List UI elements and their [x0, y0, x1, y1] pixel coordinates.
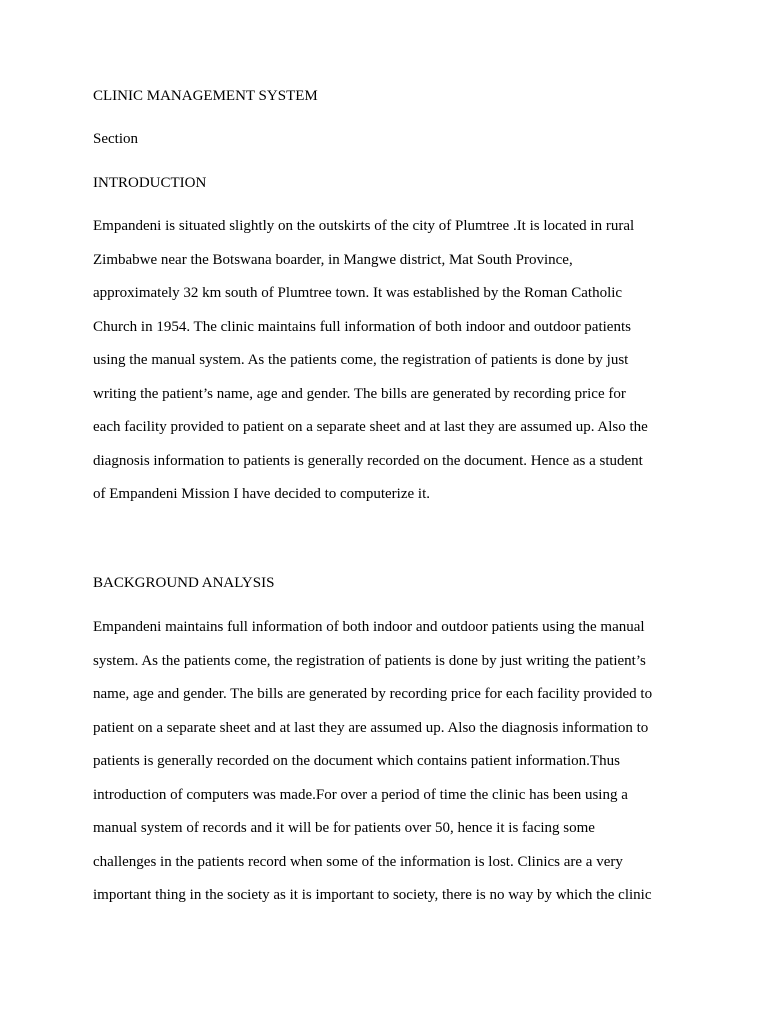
paragraph-line: system. As the patients come, the registration of patients is done by just writing the patient’s: [93, 653, 646, 669]
paragraph-line: Church in 1954. The clinic maintains full information of both indoor and outdoor patients: [93, 319, 631, 335]
paragraph-line: Empandeni maintains full information of both indoor and outdoor patients using the manual: [93, 619, 645, 635]
paragraph-line: manual system of records and it will be for patients over 50, hence it is facing some: [93, 820, 595, 836]
paragraph-line: important thing in the society as it is important to society, there is no way by which the clinic: [93, 887, 652, 903]
paragraph-line: introduction of computers was made.For over a period of time the clinic has been using a: [93, 787, 628, 803]
paragraph-line: of Empandeni Mission I have decided to computerize it.: [93, 486, 430, 502]
paragraph-line: writing the patient’s name, age and gender. The bills are generated by recording price for: [93, 386, 626, 402]
document-title: CLINIC MANAGEMENT SYSTEM: [93, 88, 318, 104]
paragraph-line: diagnosis information to patients is generally recorded on the document. Hence as a student: [93, 453, 643, 469]
introduction-heading: INTRODUCTION: [93, 175, 207, 191]
paragraph-line: Empandeni is situated slightly on the outskirts of the city of Plumtree .It is located in rural: [93, 218, 635, 234]
paragraph-line: name, age and gender. The bills are generated by recording price for each facility provided to: [93, 686, 653, 702]
paragraph-line: approximately 32 km south of Plumtree town. It was established by the Roman Catholic: [93, 285, 623, 301]
paragraph-line: patient on a separate sheet and at last they are assumed up. Also the diagnosis information to: [93, 720, 649, 736]
section-label: Section: [93, 131, 138, 147]
paragraph-line: Zimbabwe near the Botswana boarder, in Mangwe district, Mat South Province,: [93, 252, 573, 268]
background-heading: BACKGROUND ANALYSIS: [93, 575, 275, 591]
paragraph-line: using the manual system. As the patients come, the registration of patients is done by just: [93, 352, 629, 368]
paragraph-line: challenges in the patients record when some of the information is lost. Clinics are a very: [93, 854, 623, 870]
paragraph-line: each facility provided to patient on a separate sheet and at last they are assumed up. Also the: [93, 419, 648, 435]
paragraph-line: patients is generally recorded on the document which contains patient information.Thus: [93, 753, 620, 769]
